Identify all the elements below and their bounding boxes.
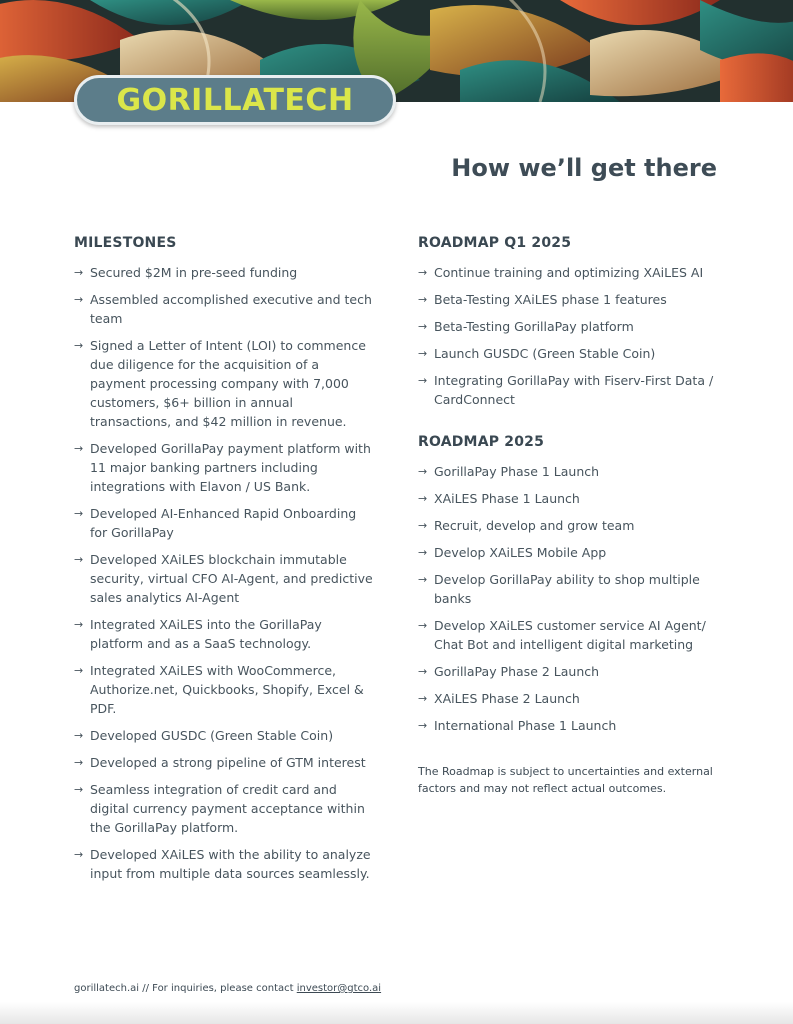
page-headline: How we’ll get there — [451, 154, 717, 182]
list-item-text: Signed a Letter of Intent (LOI) to commence due diligence for the acquisition of a payment processing company with 7,000 customers, $6+ billion in annual transactions, and $42 million in revenue. — [90, 338, 366, 429]
arrow-right-icon: → — [418, 692, 428, 705]
arrow-right-icon: → — [74, 756, 84, 769]
list-item — [418, 543, 718, 562]
list-item — [74, 726, 374, 745]
list-item-text: Developed XAiLES blockchain immutable security, virtual CFO AI-Agent, and predictive sales analytics AI-Agent — [90, 552, 373, 605]
list-item — [418, 344, 718, 363]
list-item-text: Seamless integration of credit card and digital currency payment acceptance within the GorillaPay platform. — [90, 782, 365, 835]
arrow-right-icon: → — [418, 465, 428, 478]
arrow-right-icon: → — [74, 507, 84, 520]
list-item-text: Developed AI-Enhanced Rapid Onboarding for GorillaPay — [90, 506, 357, 540]
list-item-text: Developed GorillaPay payment platform with 11 major banking partners including integrations with Elavon / US Bank. — [90, 441, 371, 494]
list-item — [418, 489, 718, 508]
arrow-right-icon: → — [74, 442, 84, 455]
list-item — [418, 662, 718, 681]
list-item-text: Beta-Testing GorillaPay platform — [434, 319, 634, 334]
list-item — [74, 550, 374, 607]
roadmap-q1-title: ROADMAP Q1 2025 — [418, 235, 572, 251]
list-item-text: Integrating GorillaPay with Fiserv-First Data / CardConnect — [434, 373, 714, 407]
arrow-right-icon: → — [74, 339, 84, 352]
milestones-section — [74, 235, 374, 891]
list-item — [418, 689, 718, 708]
roadmap-2025-section — [418, 434, 718, 743]
list-item — [418, 716, 718, 735]
list-item-text: Integrated XAiLES with WooCommerce, Authorize.net, Quickbooks, Shopify, Excel & PDF. — [90, 663, 364, 716]
roadmap-q1-section — [418, 235, 718, 417]
list-item-text: Secured $2M in pre-seed funding — [90, 265, 298, 280]
page-bottom-shadow — [0, 1002, 793, 1024]
arrow-right-icon: → — [74, 729, 84, 742]
list-item-text: Develop XAiLES Mobile App — [434, 545, 607, 560]
list-item — [418, 462, 718, 481]
list-item — [418, 371, 718, 409]
arrow-right-icon: → — [418, 665, 428, 678]
list-item — [74, 661, 374, 718]
arrow-right-icon: → — [74, 664, 84, 677]
list-item-text: Develop GorillaPay ability to shop multiple banks — [434, 572, 700, 606]
milestones-title: MILESTONES — [74, 235, 177, 251]
footer — [74, 983, 381, 994]
list-item — [418, 290, 718, 309]
list-item — [74, 615, 374, 653]
arrow-right-icon: → — [418, 266, 428, 279]
arrow-right-icon: → — [418, 546, 428, 559]
footer-contact-text: For inquiries, please contact — [152, 983, 294, 994]
list-item — [74, 439, 374, 496]
arrow-right-icon: → — [418, 347, 428, 360]
list-item-text: Develop XAiLES customer service AI Agent/ Chat Bot and intelligent digital marketing — [434, 618, 706, 652]
list-item — [74, 336, 374, 431]
list-item — [74, 263, 374, 282]
roadmap-2025-title: ROADMAP 2025 — [418, 434, 545, 450]
arrow-right-icon: → — [74, 783, 84, 796]
arrow-right-icon: → — [418, 492, 428, 505]
arrow-right-icon: → — [418, 573, 428, 586]
arrow-right-icon: → — [418, 719, 428, 732]
list-item — [74, 504, 374, 542]
arrow-right-icon: → — [74, 266, 84, 279]
milestones-list — [74, 263, 374, 883]
footer-site[interactable]: gorillatech.ai — [74, 983, 140, 994]
roadmap-2025-list — [418, 462, 718, 735]
arrow-right-icon: → — [74, 553, 84, 566]
list-item-text: International Phase 1 Launch — [434, 718, 617, 733]
list-item-text: Launch GUSDC (Green Stable Coin) — [434, 346, 656, 361]
list-item-text: Developed XAiLES with the ability to analyze input from multiple data sources seamlessly. — [90, 847, 371, 881]
list-item-text: XAiLES Phase 2 Launch — [434, 691, 580, 706]
arrow-right-icon: → — [418, 320, 428, 333]
arrow-right-icon: → — [74, 848, 84, 861]
list-item-text: Beta-Testing XAiLES phase 1 features — [434, 292, 667, 307]
company-logo — [74, 75, 396, 125]
arrow-right-icon: → — [418, 374, 428, 387]
list-item — [418, 516, 718, 535]
list-item-text: Integrated XAiLES into the GorillaPay platform and as a SaaS technology. — [90, 617, 322, 651]
list-item-text: GorillaPay Phase 1 Launch — [434, 464, 600, 479]
arrow-right-icon: → — [74, 293, 84, 306]
arrow-right-icon: → — [418, 293, 428, 306]
list-item — [74, 753, 374, 772]
logo-text: GORILLATECH — [116, 82, 354, 118]
arrow-right-icon: → — [418, 619, 428, 632]
list-item-text: GorillaPay Phase 2 Launch — [434, 664, 600, 679]
list-item-text: Developed GUSDC (Green Stable Coin) — [90, 728, 334, 743]
list-item — [74, 290, 374, 328]
list-item — [74, 780, 374, 837]
list-item — [418, 616, 718, 654]
arrow-right-icon: → — [418, 519, 428, 532]
footer-separator: // — [142, 983, 149, 994]
list-item — [418, 263, 718, 282]
list-item-text: XAiLES Phase 1 Launch — [434, 491, 580, 506]
list-item-text: Recruit, develop and grow team — [434, 518, 635, 533]
footer-email-link[interactable]: investor@gtco.ai — [296, 983, 382, 994]
list-item-text: Continue training and optimizing XAiLES AI — [434, 265, 704, 280]
list-item-text: Assembled accomplished executive and tech team — [90, 292, 372, 326]
list-item — [74, 845, 374, 883]
arrow-right-icon: → — [74, 618, 84, 631]
roadmap-q1-list — [418, 263, 718, 409]
list-item-text: Developed a strong pipeline of GTM interest — [90, 755, 366, 770]
roadmap-disclaimer: The Roadmap is subject to uncertainties and external factors and may not reflect actual outcomes. — [418, 765, 713, 795]
list-item — [418, 317, 718, 336]
list-item — [418, 570, 718, 608]
